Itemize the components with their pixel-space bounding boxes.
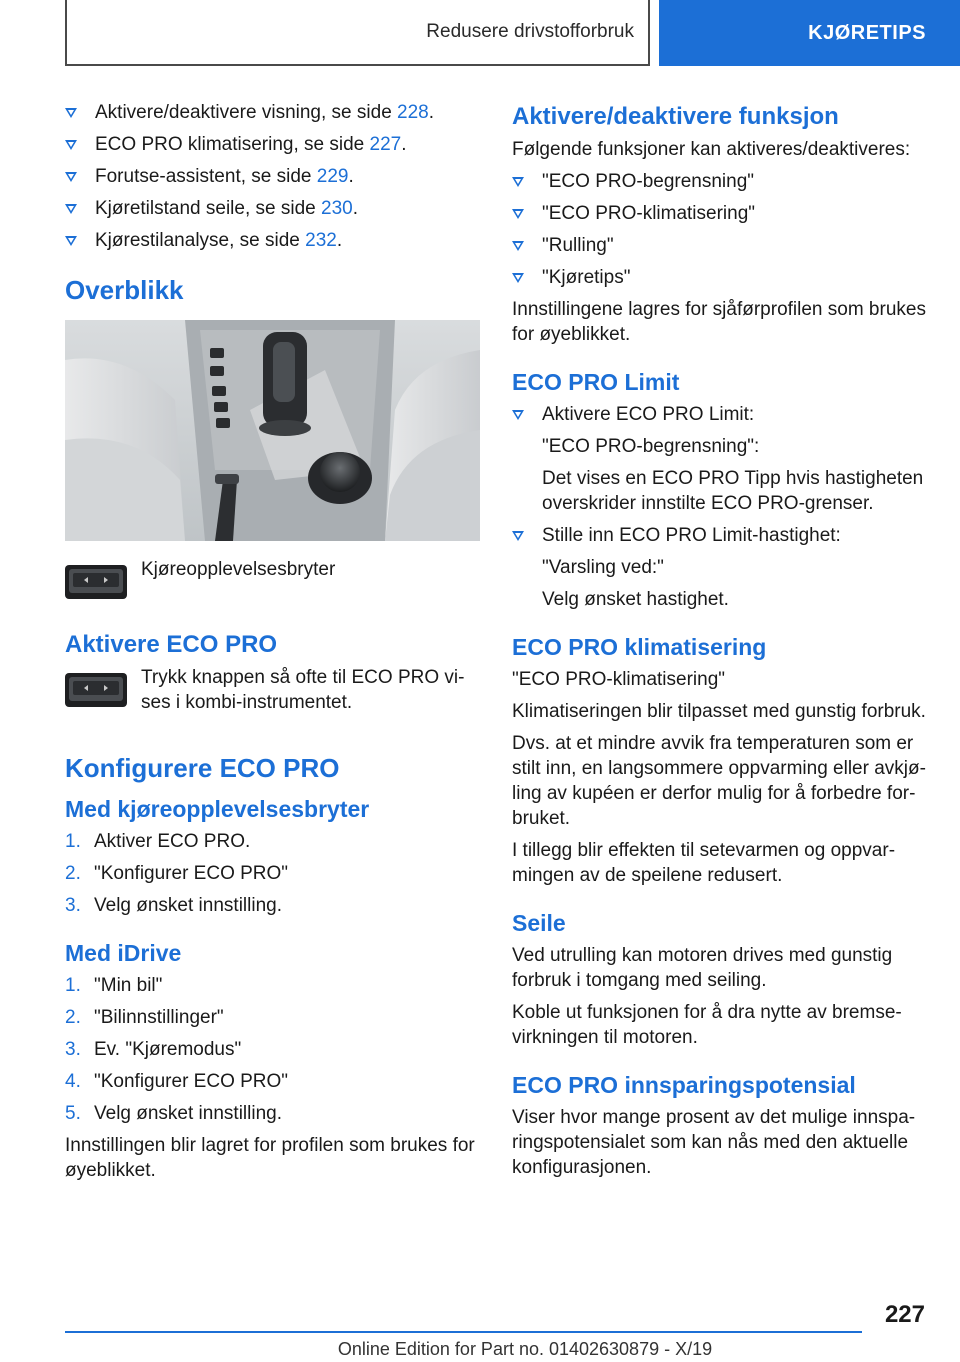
list-item: ECO PRO klimatisering, se side 227.	[65, 132, 480, 157]
triangle-bullet-icon	[512, 410, 524, 420]
list-item: 1. Aktiver ECO PRO.	[65, 831, 251, 852]
activate-eco-pro-heading: Aktivere ECO PRO	[65, 631, 278, 658]
list-item: 1. "Min bil"	[65, 975, 163, 996]
configure-eco-pro-heading: Konfigurere ECO PRO	[65, 753, 340, 783]
list-item: Forutse-assistent, se side 229.	[65, 164, 480, 189]
triangle-bullet-icon	[512, 273, 524, 283]
header-section-title: Redusere drivstofforbruk	[426, 21, 634, 42]
list-item: 5. Velg ønsket innstilling.	[65, 1103, 282, 1124]
left-column	[65, 100, 480, 1190]
list-item: "Kjøretips"	[512, 265, 932, 290]
center-console-illustration	[65, 320, 480, 541]
climate-paragraph: "ECO PRO-klimatisering"	[512, 669, 726, 690]
triangle-bullet-icon	[65, 172, 77, 182]
list-item: 2. "Konfigurer ECO PRO"	[65, 863, 289, 884]
idrive-subheading: Med iDrive	[65, 940, 182, 966]
page-number: 227	[884, 1301, 925, 1328]
savings-paragraph: Viser hvor mange prosent av det mulige innsparingspotensialet som kan nås med den aktuelle konfigurasjonen.	[512, 1107, 916, 1178]
list-item: 4. "Konfigurer ECO PRO"	[65, 1071, 289, 1092]
sailing-heading: Seile	[512, 910, 566, 936]
switch-caption-row	[65, 557, 480, 599]
header-chapter-title: KJØRETIPS	[808, 21, 926, 44]
center-console-photo	[65, 320, 480, 541]
page-link[interactable]: 229	[316, 166, 349, 187]
list-item: 3. Velg ønsket innstilling.	[65, 895, 282, 916]
switch-caption: Kjøreopplevelsesbryter	[141, 559, 336, 580]
header-section-tab	[65, 0, 650, 66]
page-link[interactable]: 228	[397, 102, 429, 123]
page-link[interactable]: 227	[369, 134, 402, 155]
climate-paragraph: Dvs. at et mindre avvik fra temperaturen som er stilt inn, en langsommere oppvarming eller avkjøling av kupéen er derfor mulig for å forbedre forbruket.	[512, 733, 926, 829]
switch-subheading: Med kjøreopplevelsesbryter	[65, 796, 370, 822]
driving-experience-switch-icon	[65, 673, 127, 707]
activate-text: Trykk knappen så ofte til ECO PRO vises i kombi-instrumentet.	[141, 667, 465, 713]
sailing-paragraph: Ved utrulling kan motoren drives med gunstig forbruk i tomgang med seiling.	[512, 945, 893, 991]
list-item: "Rulling"	[512, 233, 932, 258]
eco-pro-limit-heading: ECO PRO Limit	[512, 369, 680, 395]
triangle-bullet-icon	[512, 209, 524, 219]
eco-pro-climate-heading: ECO PRO klimatisering	[512, 634, 767, 660]
list-item: "ECO PRO-begrensning"	[512, 169, 932, 194]
intro-list	[65, 100, 480, 253]
list-item: Stille inn ECO PRO Limit-hastighet: "Varsling ved:" Velg ønsket hastighet.	[512, 523, 932, 612]
activate-row	[65, 665, 480, 715]
list-item: "ECO PRO-klimatisering"	[512, 201, 932, 226]
function-saved-text: Innstillingene lagres for sjåførprofilen som brukes for øyeblikket.	[512, 299, 926, 345]
triangle-bullet-icon	[512, 531, 524, 541]
overview-heading: Overblikk	[65, 275, 184, 305]
list-item: 3. Ev. "Kjøremodus"	[65, 1039, 242, 1060]
triangle-bullet-icon	[65, 204, 77, 214]
triangle-bullet-icon	[512, 241, 524, 251]
list-item: Kjøretilstand seile, se side 230.	[65, 196, 480, 221]
function-intro: Følgende funksjoner kan aktiveres/deaktiveres:	[512, 139, 911, 160]
triangle-bullet-icon	[65, 108, 77, 118]
triangle-bullet-icon	[65, 236, 77, 246]
saved-profile-text: Innstillingen blir lagret for profilen som brukes for øyeblikket.	[65, 1135, 475, 1181]
sailing-paragraph: Koble ut funksjonen for å dra nytte av bremsevirkningen til motoren.	[512, 1002, 902, 1048]
header-chapter-tab[interactable]	[659, 0, 960, 66]
list-item: Aktivere ECO PRO Limit: "ECO PRO-begrensning": Det vises en ECO PRO Tipp hvis hastigheten overskrider innstilte ECO PRO-grenser.	[512, 402, 932, 516]
triangle-bullet-icon	[512, 177, 524, 187]
climate-paragraph: Klimatiseringen blir tilpasset med gunstig forbruk.	[512, 701, 926, 722]
list-item: 2. "Bilinnstillinger"	[65, 1007, 224, 1028]
savings-potential-heading: ECO PRO innsparingspotensial	[512, 1072, 856, 1098]
page-link[interactable]: 230	[321, 198, 353, 219]
function-toggle-heading: Aktivere/deaktivere funksjon	[512, 103, 839, 130]
climate-paragraph: I tillegg blir effekten til setevarmen og oppvarmingen av de speilene redusert.	[512, 840, 896, 886]
page-link[interactable]: 232	[305, 230, 337, 251]
right-column	[512, 103, 932, 1187]
limit-list	[512, 402, 932, 612]
list-item: Kjørestilanalyse, se side 232.	[65, 228, 480, 253]
driving-experience-switch-icon	[65, 565, 127, 599]
switch-steps	[65, 829, 480, 918]
list-item: Aktivere/deaktivere visning, se side 228.	[65, 100, 480, 125]
footer-divider	[65, 1331, 862, 1333]
idrive-steps	[65, 973, 480, 1126]
triangle-bullet-icon	[65, 140, 77, 150]
footer-edition: Online Edition for Part no. 01402630879 - X/19	[337, 1339, 713, 1359]
function-list	[512, 169, 932, 290]
